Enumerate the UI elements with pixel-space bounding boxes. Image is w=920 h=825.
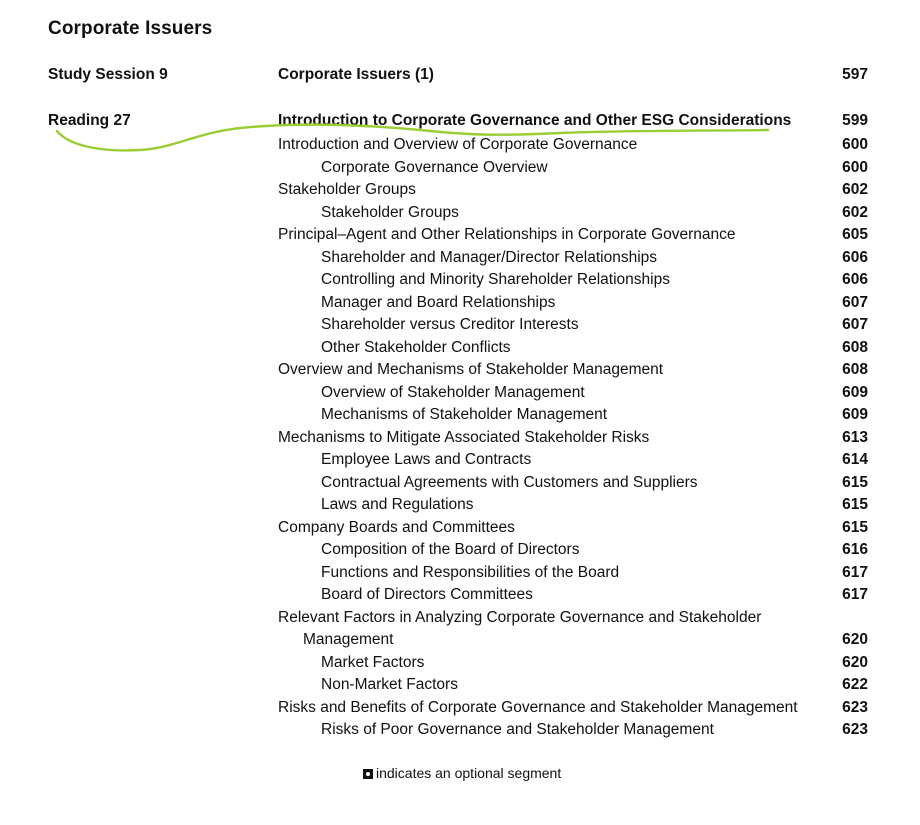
toc-entry-title: Contractual Agreements with Customers and Suppliers xyxy=(321,473,698,491)
toc-entry-page: 606 xyxy=(842,271,868,288)
toc-entry-page: 620 xyxy=(842,631,868,648)
toc-entry-title-continuation: Management xyxy=(303,631,394,648)
toc-entry[interactable] xyxy=(278,134,868,157)
toc-entry-title: Shareholder and Manager/Director Relationships xyxy=(321,248,658,266)
toc-entry-title: Overview and Mechanisms of Stakeholder Management xyxy=(278,361,664,378)
toc-entry-page: 605 xyxy=(842,226,868,243)
toc-entry[interactable] xyxy=(278,404,868,427)
toc-entry-title: Functions and Responsibilities of the Board xyxy=(321,563,620,581)
toc-entry-page: 615 xyxy=(842,496,868,513)
toc-entry-page: 622 xyxy=(842,676,868,693)
toc-entry[interactable] xyxy=(278,202,868,225)
toc-entry-title: Shareholder versus Creditor Interests xyxy=(321,316,579,333)
toc-entry-page: 608 xyxy=(842,338,868,356)
toc-entry-title: Market Factors xyxy=(321,653,425,671)
reading-page: 599 xyxy=(842,112,868,129)
table-of-contents xyxy=(278,134,868,742)
toc-entry-page: 615 xyxy=(842,473,868,491)
toc-entry[interactable] xyxy=(278,607,868,652)
toc-entry-page: 609 xyxy=(842,406,868,423)
toc-entry-page: 623 xyxy=(842,721,868,738)
toc-entry[interactable] xyxy=(278,652,868,675)
toc-entry-title: Employee Laws and Contracts xyxy=(321,451,532,468)
toc-entry-page: 623 xyxy=(842,698,868,716)
toc-entry-title: Laws and Regulations xyxy=(321,496,474,513)
toc-entry-page: 615 xyxy=(842,518,868,536)
footer-text: indicates an optional segment xyxy=(376,765,562,781)
toc-entry[interactable] xyxy=(278,382,868,405)
toc-entry-title: Corporate Governance Overview xyxy=(321,158,548,176)
toc-entry-title: Controlling and Minority Shareholder Relationships xyxy=(321,271,670,288)
toc-entry-page: 609 xyxy=(842,383,868,401)
toc-entry-page: 617 xyxy=(842,586,868,603)
toc-entry[interactable] xyxy=(278,157,868,180)
toc-entry[interactable] xyxy=(278,719,868,742)
toc-entry-title: Relevant Factors in Analyzing Corporate Governance and Stakeholder xyxy=(278,608,762,626)
toc-entry-title: Other Stakeholder Conflicts xyxy=(321,338,511,356)
toc-entry-title: Board of Directors Committees xyxy=(321,586,533,603)
toc-entry-title: Stakeholder Groups xyxy=(321,203,459,221)
toc-entry-page: 620 xyxy=(842,653,868,671)
toc-entry-page: 600 xyxy=(842,158,868,176)
toc-entry[interactable] xyxy=(278,427,868,450)
toc-entry-title: Composition of the Board of Directors xyxy=(321,541,580,558)
toc-entry[interactable] xyxy=(278,337,868,360)
toc-entry[interactable] xyxy=(278,472,868,495)
toc-entry-page: 607 xyxy=(842,293,868,311)
reading-heading[interactable]: Introduction to Corporate Governance and Other ESG Considerations xyxy=(278,112,792,129)
toc-entry[interactable] xyxy=(278,179,868,202)
toc-entry-page: 608 xyxy=(842,361,868,378)
toc-entry-page: 614 xyxy=(842,451,868,468)
toc-entry-page: 602 xyxy=(842,203,868,221)
footer-note xyxy=(363,765,561,781)
toc-entry-page: 602 xyxy=(842,181,868,198)
toc-entry-page: 606 xyxy=(842,248,868,266)
page-title: Corporate Issuers xyxy=(48,18,213,39)
toc-entry-page: 617 xyxy=(842,563,868,581)
toc-entry-title: Principal–Agent and Other Relationships in Corporate Governance xyxy=(278,226,736,243)
toc-entry-title: Mechanisms of Stakeholder Management xyxy=(321,406,608,423)
toc-entry-title: Overview of Stakeholder Management xyxy=(321,383,585,401)
toc-entry[interactable] xyxy=(278,314,868,337)
toc-entry[interactable] xyxy=(278,697,868,720)
study-session-label: Study Session 9 xyxy=(48,66,168,83)
toc-entry-title: Risks of Poor Governance and Stakeholder Management xyxy=(321,721,714,738)
toc-entry-title: Non-Market Factors xyxy=(321,676,458,693)
toc-entry-title: Risks and Benefits of Corporate Governance and Stakeholder Management xyxy=(278,698,798,716)
toc-entry[interactable] xyxy=(278,494,868,517)
toc-entry[interactable] xyxy=(278,584,868,607)
toc-entry-page: 607 xyxy=(842,316,868,333)
toc-entry[interactable] xyxy=(278,224,868,247)
toc-entry[interactable] xyxy=(278,539,868,562)
reading-label: Reading 27 xyxy=(48,112,131,129)
toc-entry[interactable] xyxy=(278,449,868,472)
toc-entry-page: 613 xyxy=(842,428,868,446)
toc-entry-title: Company Boards and Committees xyxy=(278,518,515,536)
toc-entry-page: 600 xyxy=(842,136,868,153)
toc-entry[interactable] xyxy=(278,292,868,315)
toc-entry[interactable] xyxy=(278,517,868,540)
toc-entry-title: Manager and Board Relationships xyxy=(321,293,556,311)
toc-entry[interactable] xyxy=(278,269,868,292)
toc-entry[interactable] xyxy=(278,562,868,585)
optional-segment-icon xyxy=(363,769,373,779)
study-session-page: 597 xyxy=(842,66,868,83)
toc-entry-title: Mechanisms to Mitigate Associated Stakeholder Risks xyxy=(278,428,650,446)
toc-entry[interactable] xyxy=(278,359,868,382)
toc-entry[interactable] xyxy=(278,247,868,270)
toc-entry-title: Stakeholder Groups xyxy=(278,181,416,198)
toc-entry-title: Introduction and Overview of Corporate Governance xyxy=(278,136,638,153)
study-session-heading: Corporate Issuers (1) xyxy=(278,66,434,83)
toc-entry-page: 616 xyxy=(842,541,868,558)
toc-entry[interactable] xyxy=(278,674,868,697)
